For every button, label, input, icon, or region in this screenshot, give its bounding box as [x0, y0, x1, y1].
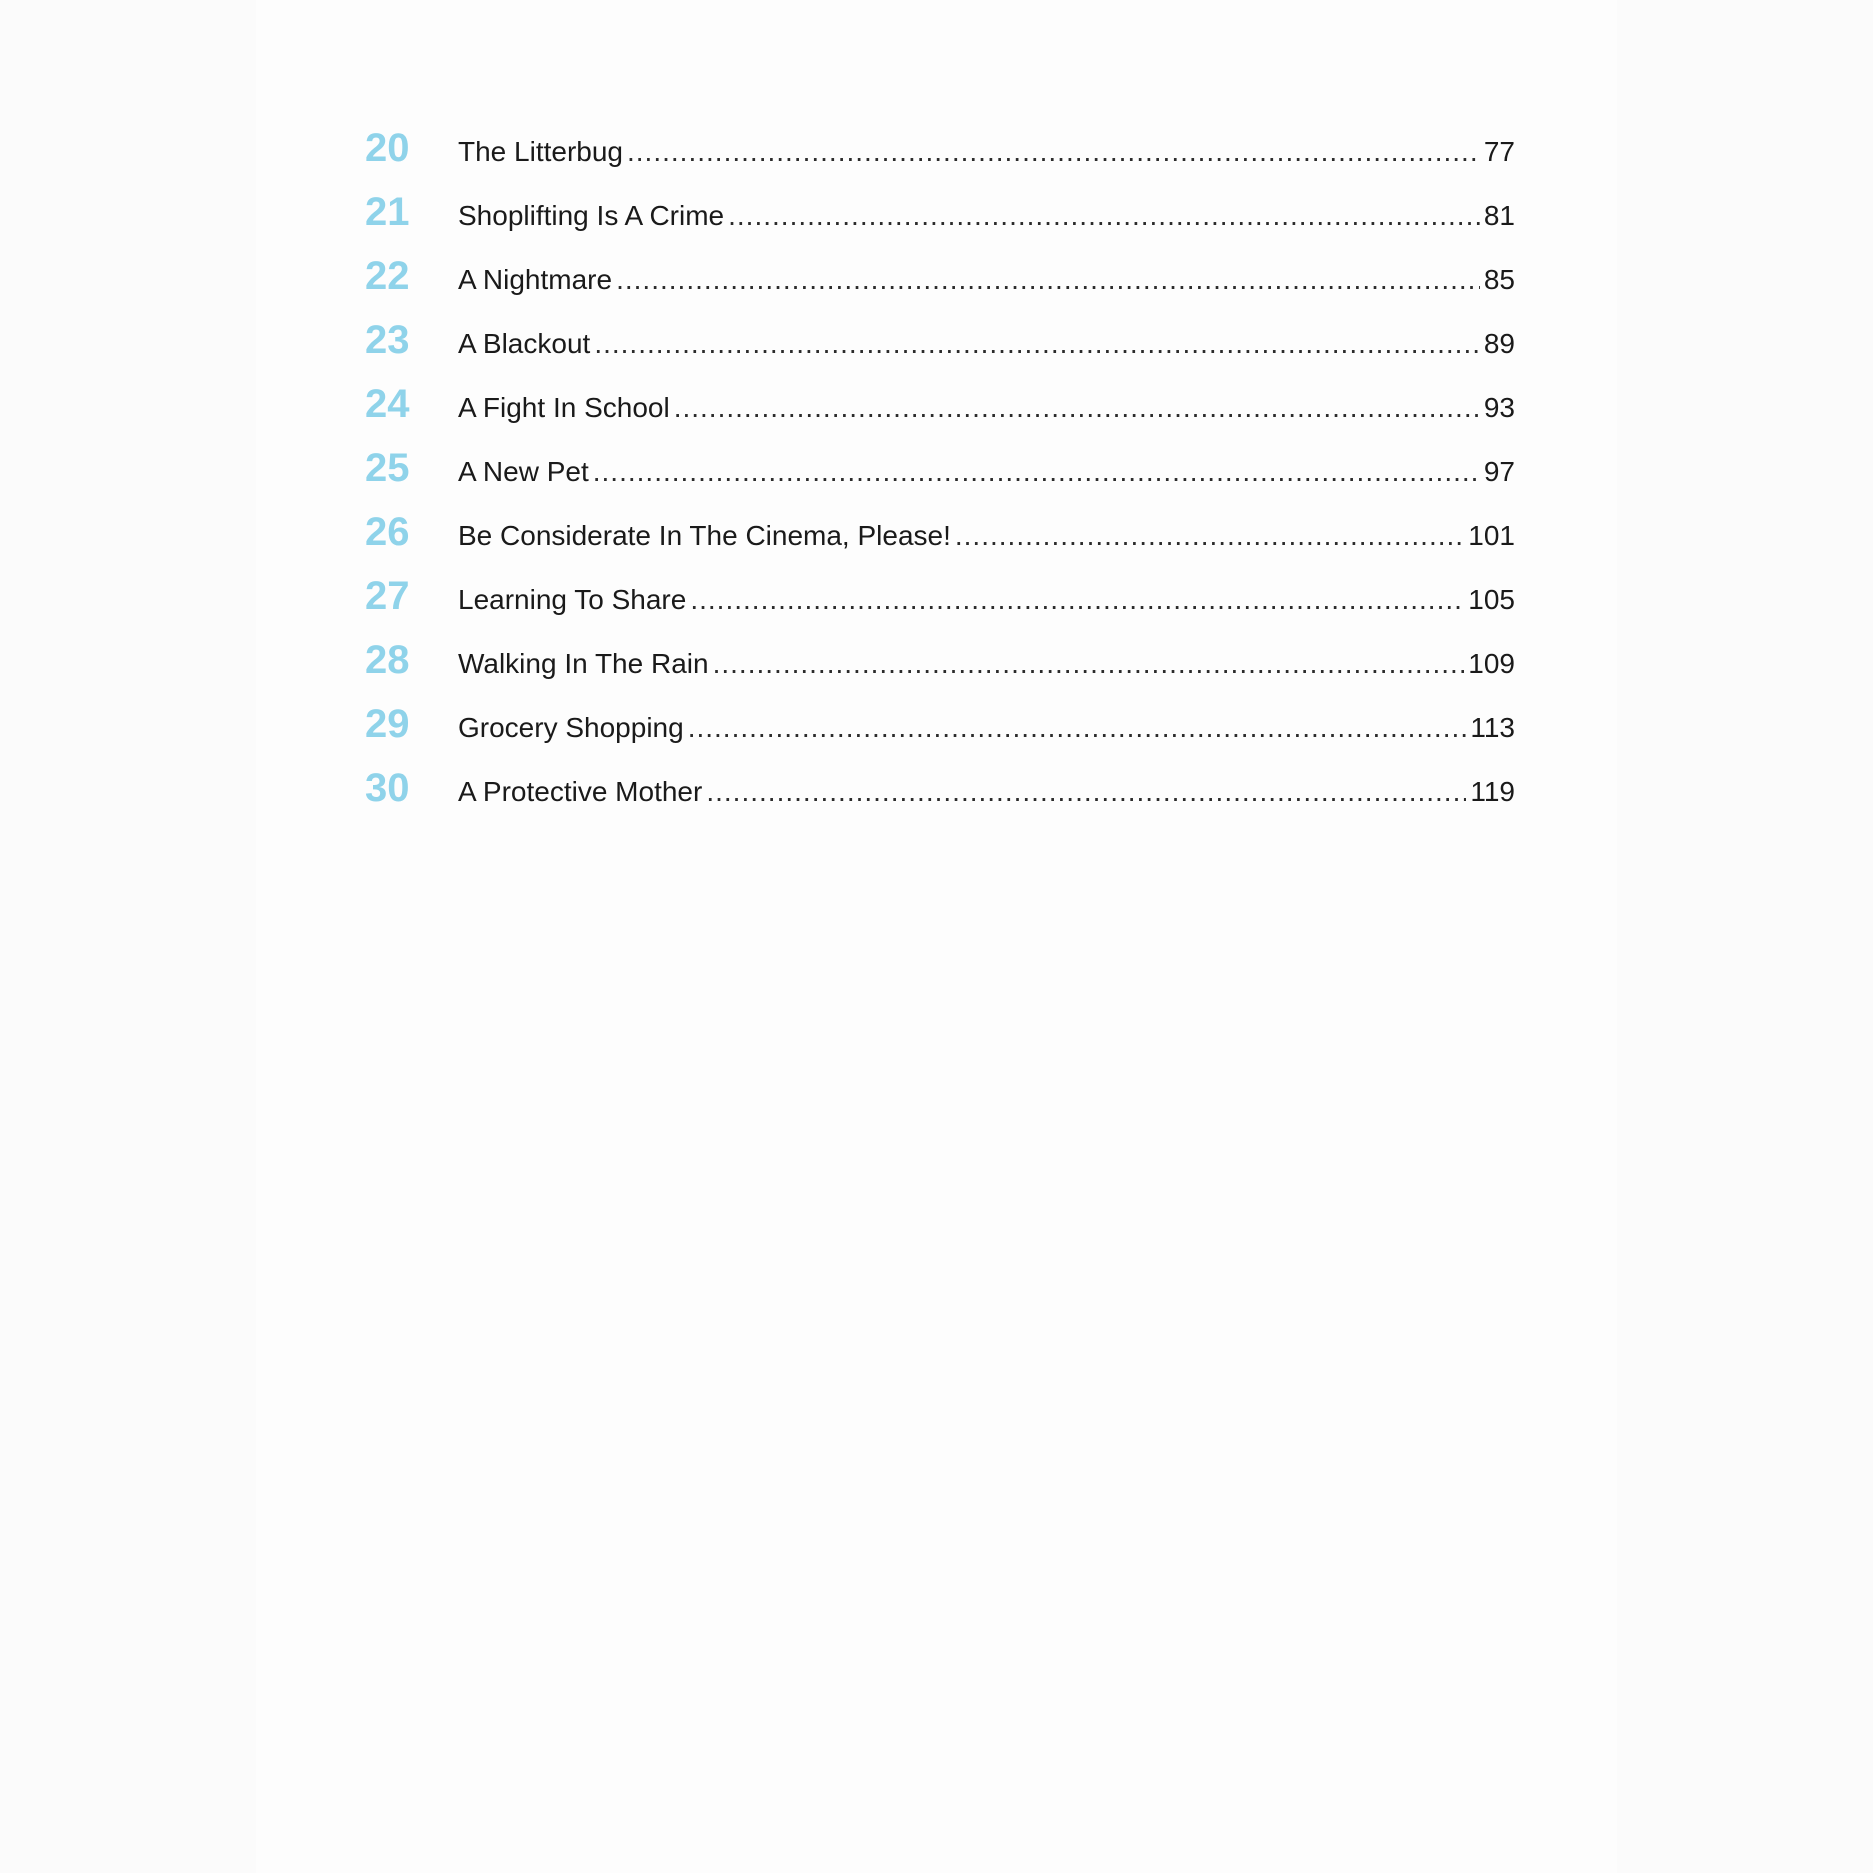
chapter-page-number: 81 — [1483, 200, 1515, 231]
chapter-number: 23 — [365, 318, 410, 362]
toc-entry[interactable] — [365, 256, 1515, 320]
table-of-contents — [365, 128, 1515, 832]
chapter-title: A Nightmare — [458, 264, 613, 295]
dot-leader — [728, 202, 1480, 230]
chapter-number: 27 — [365, 574, 410, 618]
chapter-page-number: 97 — [1483, 456, 1515, 487]
chapter-page-number: 77 — [1483, 136, 1515, 167]
chapter-title: A Fight In School — [458, 392, 670, 423]
chapter-title: A New Pet — [458, 456, 589, 487]
toc-entry[interactable] — [365, 192, 1515, 256]
dot-leader — [690, 586, 1464, 614]
chapter-page-number: 109 — [1468, 648, 1515, 679]
dot-leader — [616, 266, 1480, 294]
chapter-title: The Litterbug — [458, 136, 623, 167]
dot-leader — [674, 394, 1480, 422]
chapter-page-number: 85 — [1483, 264, 1515, 295]
dot-leader — [688, 714, 1467, 742]
chapter-title: Be Considerate In The Cinema, Please! — [458, 520, 951, 551]
chapter-title: A Blackout — [458, 328, 591, 359]
chapter-number: 26 — [365, 510, 410, 554]
chapter-number: 30 — [365, 766, 410, 810]
toc-entry[interactable] — [365, 640, 1515, 704]
toc-entry[interactable] — [365, 320, 1515, 384]
toc-entry[interactable] — [365, 128, 1515, 192]
toc-entry[interactable] — [365, 448, 1515, 512]
chapter-number: 24 — [365, 382, 410, 426]
dot-leader — [627, 138, 1480, 166]
dot-leader — [593, 458, 1480, 486]
chapter-number: 22 — [365, 254, 410, 298]
chapter-number: 25 — [365, 446, 410, 490]
chapter-page-number: 93 — [1483, 392, 1515, 423]
chapter-title: Grocery Shopping — [458, 712, 684, 743]
dot-leader — [706, 778, 1466, 806]
chapter-title: Walking In The Rain — [458, 648, 709, 679]
chapter-page-number: 119 — [1470, 776, 1515, 807]
toc-entry[interactable] — [365, 768, 1515, 832]
dot-leader — [955, 522, 1464, 550]
toc-entry[interactable] — [365, 384, 1515, 448]
toc-entry[interactable] — [365, 704, 1515, 768]
toc-entry[interactable] — [365, 576, 1515, 640]
chapter-page-number: 89 — [1483, 328, 1515, 359]
chapter-title: A Protective Mother — [458, 776, 703, 807]
chapter-number: 20 — [365, 126, 410, 170]
chapter-title: Shoplifting Is A Crime — [458, 200, 725, 231]
chapter-page-number: 113 — [1470, 712, 1515, 743]
chapter-number: 28 — [365, 638, 410, 682]
chapter-number: 21 — [365, 190, 410, 234]
chapter-page-number: 101 — [1468, 520, 1515, 551]
dot-leader — [713, 650, 1465, 678]
dot-leader — [594, 330, 1480, 358]
chapter-title: Learning To Share — [458, 584, 687, 615]
toc-entry[interactable] — [365, 512, 1515, 576]
chapter-number: 29 — [365, 702, 410, 746]
chapter-page-number: 105 — [1468, 584, 1515, 615]
